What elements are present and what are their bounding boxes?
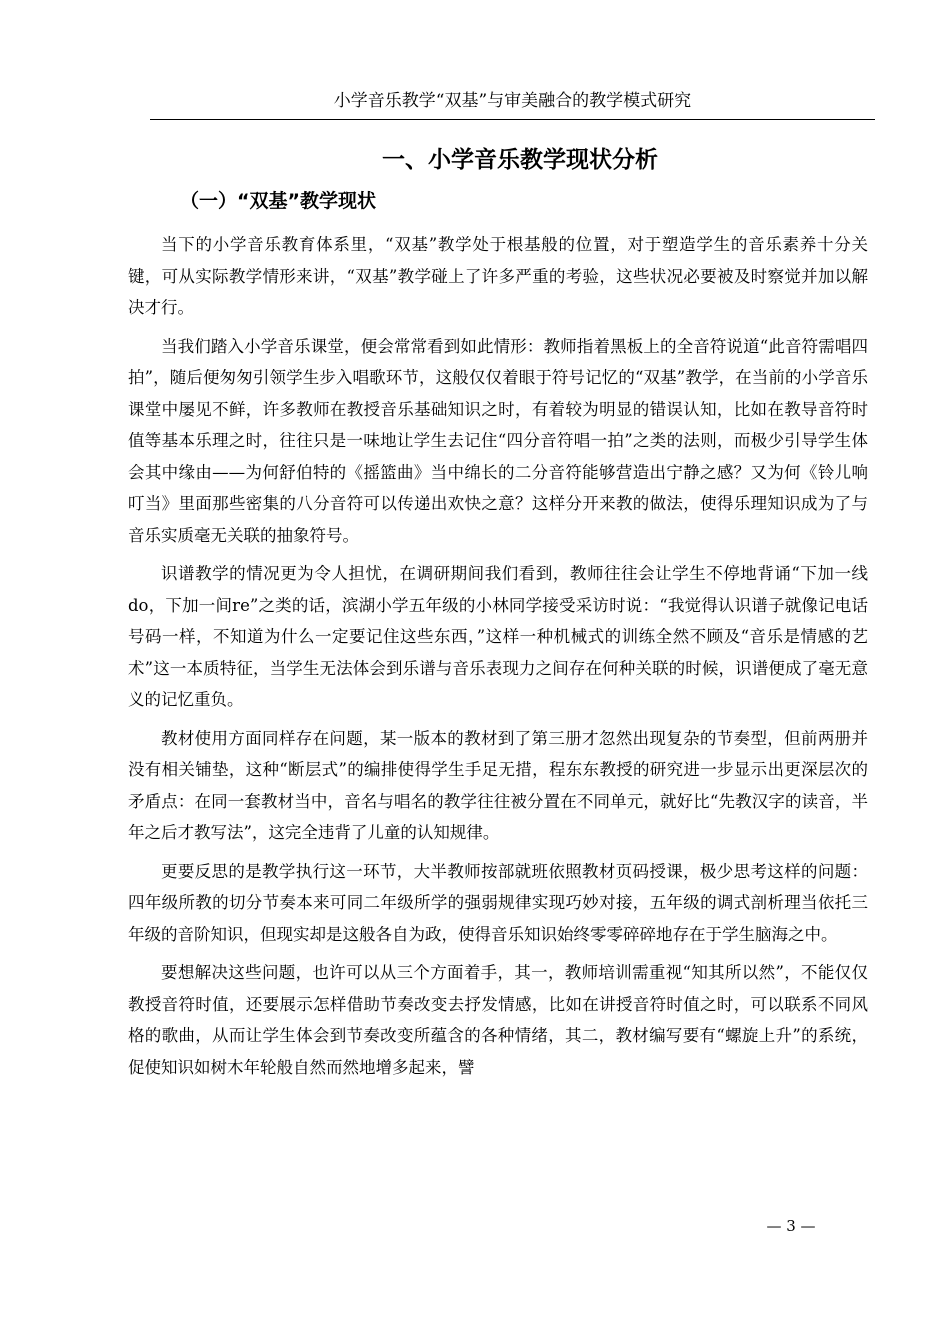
paragraph-6: 要想解决这些问题，也许可以从三个方面着手，其一，教师培训需重视“知其所以然”，不能仅仅教授音符时值，还要展示怎样借助节奏改变去抒发情感，比如在讲授音符时值之时，可以联系不同风格的歌曲，从而让学生体会到节奏改变所蕴含的各种情绪，其二，教材编写要有“螺旋上升”的系统，促使知识如树木年轮般自然而然地增多起来，譬 bbox=[128, 963, 868, 1077]
paragraph-1: 当下的小学音乐教育体系里，“双基”教学处于根基般的位置，对于塑造学生的音乐素养十分关键，可从实际教学情形来讲，“双基”教学碰上了许多严重的考验，这些状况必要被及时察觉并加以解决才行。 bbox=[128, 235, 868, 317]
section-title: 一、小学音乐教学现状分析 bbox=[382, 147, 658, 173]
paragraph-4: 教材使用方面同样存在问题，某一版本的教材到了第三册才忽然出现复杂的节奏型，但前两册并没有相关铺垫，这种“断层式”的编排使得学生手足无措，程东东教授的研究进一步显示出更深层次的矛盾点：在同一套教材当中，音名与唱名的教学往往被分置在不同单元，就好比“先教汉字的读音，半年之后才教写法”，这完全违背了儿童的认知规律。 bbox=[128, 728, 868, 842]
subsection-title: （一）“双基”教学现状 bbox=[180, 190, 376, 212]
paragraph-2: 当我们踏入小学音乐课堂，便会常常看到如此情形：教师指着黑板上的全音符说道“此音符需唱四拍”，随后便匆匆引领学生步入唱歌环节，这般仅仅着眼于符号记忆的“双基”教学，在当前的小学音乐课堂中屡见不鲜，许多教师在教授音乐基础知识之时，有着较为明显的错误认知，比如在教导音符时值等基本乐理之时，往往只是一味地让学生去记住“四分音符唱一拍”之类的法则，而极少引导学生体会其中缘由——为何舒伯特的《摇篮曲》当中绵长的二分音符能够营造出宁静之感？又为何《铃儿响叮当》里面那些密集的八分音符可以传递出欢快之意？这样分开来教的做法，使得乐理知识成为了与音乐实质毫无关联的抽象符号。 bbox=[128, 336, 868, 545]
page-number-footer bbox=[0, 1216, 826, 1236]
body-text bbox=[128, 229, 868, 1090]
running-title: 小学音乐教学“双基”与审美融合的教学模式研究 bbox=[333, 91, 692, 111]
page-number: — 3 — bbox=[766, 1217, 816, 1235]
paragraph-5: 更要反思的是教学执行这一环节，大半教师按部就班依照教材页码授课，极少思考这样的问题：四年级所教的切分节奏本来可同二年级所学的强弱规律实现巧妙对接，五年级的调式剖析理当依托三年级的音阶知识，但现实却是这般各自为政，使得音乐知识始终零零碎碎地存在于学生脑海之中。 bbox=[128, 861, 868, 944]
running-header bbox=[150, 86, 875, 120]
paragraph-3: 识谱教学的情况更为令人担忧，在调研期间我们看到，教师往往会让学生不停地背诵“下加一线do，下加一间re”之类的话，滨湖小学五年级的小林同学接受采访时说：“我觉得认识谱子就像记电话号码一样，不知道为什么一定要记住这些东西，”这样一种机械式的训练全然不顾及“音乐是情感的艺术”这一本质特征，当学生无法体会到乐谱与音乐表现力之间存在何种关联的时候，识谱便成了毫无意义的记忆重负。 bbox=[128, 564, 868, 709]
